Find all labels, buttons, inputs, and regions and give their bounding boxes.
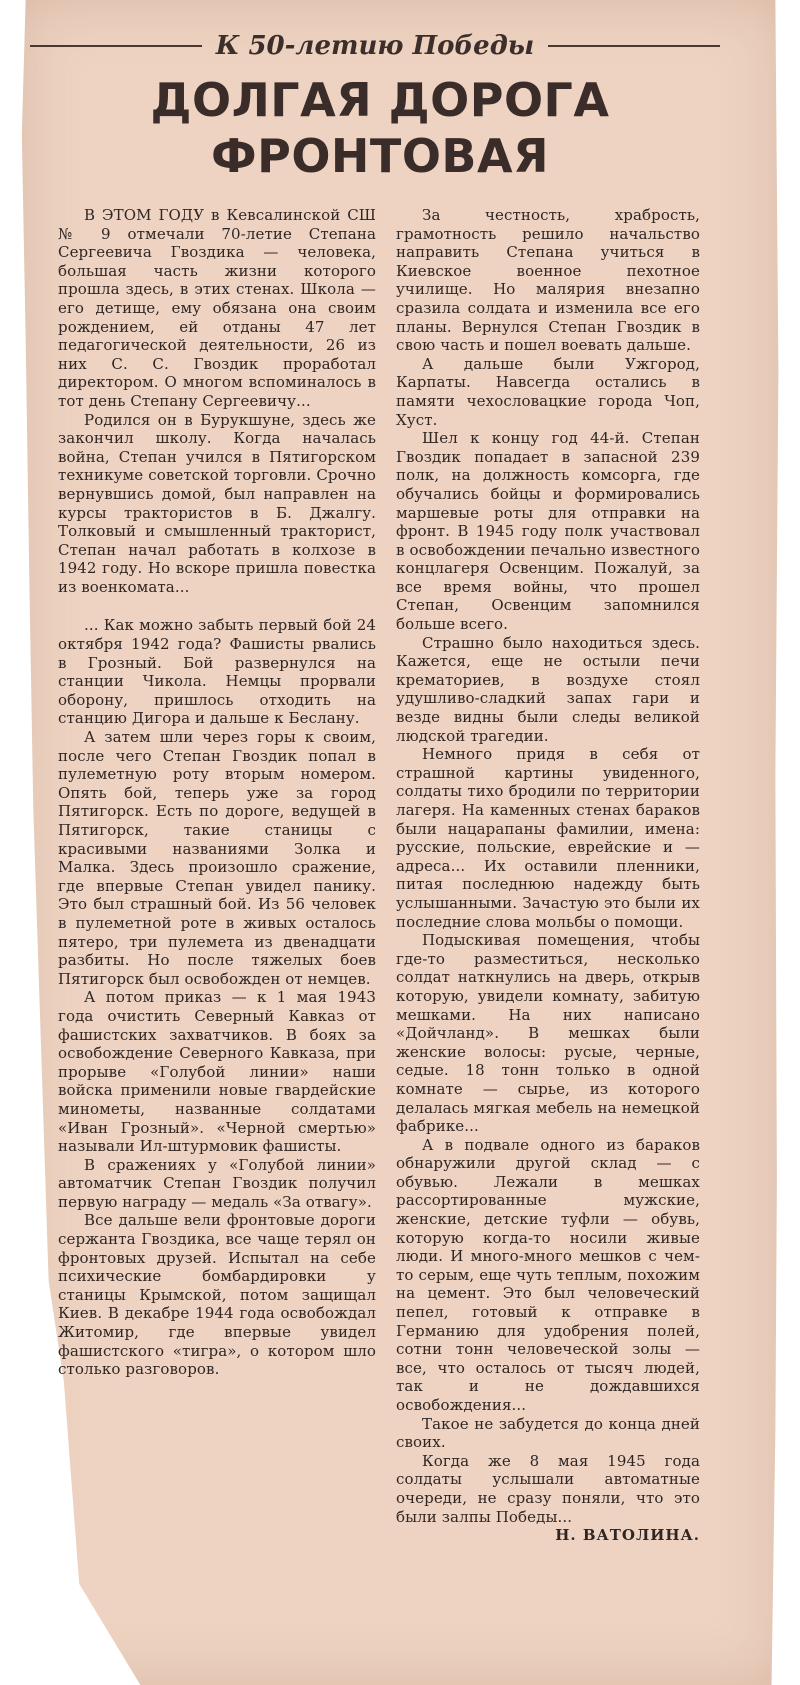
paragraph: Подыскивая помещения, чтобы где-то разместиться, несколько солдат наткнулись на дверь, открыв которую, увидели комнату, забитую мешками. На них написано «Дойчланд». В мешках были женские волосы: русые, черные, седые. 18 тонн только в одной комнате — сырье, из которого делалась мягкая мебель на немецкой фабрике...	[396, 931, 700, 1136]
paragraph: А затем шли через горы к своим, после чего Степан Гвоздик попал в пулеметную роту вторым номером. Опять бой, теперь уже за город Пятигорск. Есть по дороге, ведущей в Пятигорск, такие станицы с красивыми названиями Золка и Малка. Здесь произошло сражение, где впервые Степан увидел панику. Это был страшный бой. Из 56 человек в пулеметной роте в живых осталось пятеро, три пулемета из двенадцати разбиты. Но после тяжелых боев Пятигорск был освобожден от немцев.	[58, 728, 376, 988]
paragraph: А в подвале одного из бараков обнаружили другой склад — с обувью. Лежали в мешках рассортированные мужские, женские, детские туфли — обувь, которую когда-то носили живые люди. И много-много мешков с чем-то серым, еще чуть теплым, похожим на цемент. Это был человеческий пепел, готовый к отправке в Германию для удобрения полей, сотни тонн человеческой золы — все, что осталось от тысяч людей, так и не дождавшихся освобождения...	[396, 1135, 700, 1414]
paragraph: За честность, храбрость, грамотность решило начальство направить Степана учиться в Киевское военное пехотное училище. Но малярия внезапно сразила солдата и изменила все его планы. Вернулся Степан Гвоздик в свою часть и пошел воевать дальше.	[396, 206, 700, 355]
paragraph: Немного придя в себя от страшной картины увиденного, солдаты тихо бродили по территории лагеря. На каменных стенах бараков были нацарапаны фамилии, имена: русские, польские, еврейские и — адреса... Их оставили пленники, питая последнюю надежду быть услышанными. Зачастую это были их последние слова мольбы о помощи.	[396, 745, 700, 931]
paragraph: Такое не забудется до конца дней своих.	[396, 1414, 700, 1452]
paragraph: Все дальше вели фронтовые дороги сержанта Гвоздика, все чаще терял он фронтовых друзей. Испытал на себе психические бомбардировки у станицы Крымской, потом защищал Киев. В декабре 1944 года освобождал Житомир, где впервые увидел фашистского «тигра», о котором шло столько разговоров.	[58, 1211, 376, 1379]
paragraph: А потом приказ — к 1 мая 1943 года очистить Северный Кавказ от фашистских захватчиков. В боях за освобождение Северного Кавказа, при прорыве «Голубой линии» наши войска применили новые гвардейские минометы, названные солдатами «Иван Грозный». «Черной смертью» называли Ил-штурмовик фашисты.	[58, 988, 376, 1156]
section-kicker: К 50-летию Победы	[215, 31, 535, 61]
paragraph: Когда же 8 мая 1945 года солдаты услышали автоматные очереди, не сразу поняли, что это были залпы Победы...	[396, 1451, 700, 1526]
paragraph: Родился он в Бурукшуне, здесь же закончил школу. Когда началась война, Степан учился в Пятигорском техникуме советской торговли. Срочно вернувшись домой, был направлен на курсы трактористов в Б. Джалгу. Толковый и смышленный тракторист, Степан начал работать в колхозе в 1942 году. Но вскоре пришла повестка из военкомата...	[58, 410, 376, 596]
paragraph: Шел к концу год 44-й. Степан Гвоздик попадает в запасной 239 полк, на должность комсорга, где обучались бойцы и формировались маршевые роты для отправки на фронт. В 1945 году полк участвовал в освобождении печально известного концлагеря Освенцим. Пожалуй, за все время войны, что прошел Степан, Освенцим запомнился больше всего.	[396, 429, 700, 634]
paragraph: В ЭТОМ ГОДУ в Кевсалинской СШ № 9 отмечали 70-летие Степана Сергеевича Гвоздика — человека, большая часть жизни которого прошла здесь, в этих стенах. Школа — его детище, ему обязана она своим рождением, ей отданы 47 лет педагогической деятельности, 26 из них С. С. Гвоздик проработал директором. О многом вспоминалось в тот день Степану Сергеевичу...	[58, 206, 376, 410]
article-column-right	[396, 206, 700, 1545]
section-header	[30, 26, 720, 66]
paragraph: В сражениях у «Голубой линии» автоматчик Степан Гвоздик получил первую награду — медаль «За отвагу».	[58, 1155, 376, 1211]
article-column-left	[58, 206, 376, 1379]
paragraph: А дальше были Ужгород, Карпаты. Навсегда остались в памяти чехословацкие города Чоп, Хуст.	[396, 354, 700, 429]
article-title	[110, 72, 650, 184]
article-title-line-2: ФРОНТОВАЯ	[211, 129, 549, 183]
paragraph: ... Как можно забыть первый бой 24 октября 1942 года? Фашисты рвались в Грозный. Бой развернулся на станции Чикола. Немцы прорвали оборону, пришлось отходить на станцию Дигора и дальше к Беслану.	[58, 616, 376, 728]
header-rule-left	[30, 45, 202, 47]
author-signature: Н. ВАТОЛИНА.	[555, 1526, 700, 1545]
paragraph: Страшно было находиться здесь. Кажется, еще не остыли печи крематориев, в воздухе стоял удушливо-сладкий запах гари и везде видны были следы великой людской трагедии.	[396, 633, 700, 745]
header-rule-right	[548, 45, 720, 47]
article-title-line-1: ДОЛГАЯ ДОРОГА	[150, 73, 610, 127]
